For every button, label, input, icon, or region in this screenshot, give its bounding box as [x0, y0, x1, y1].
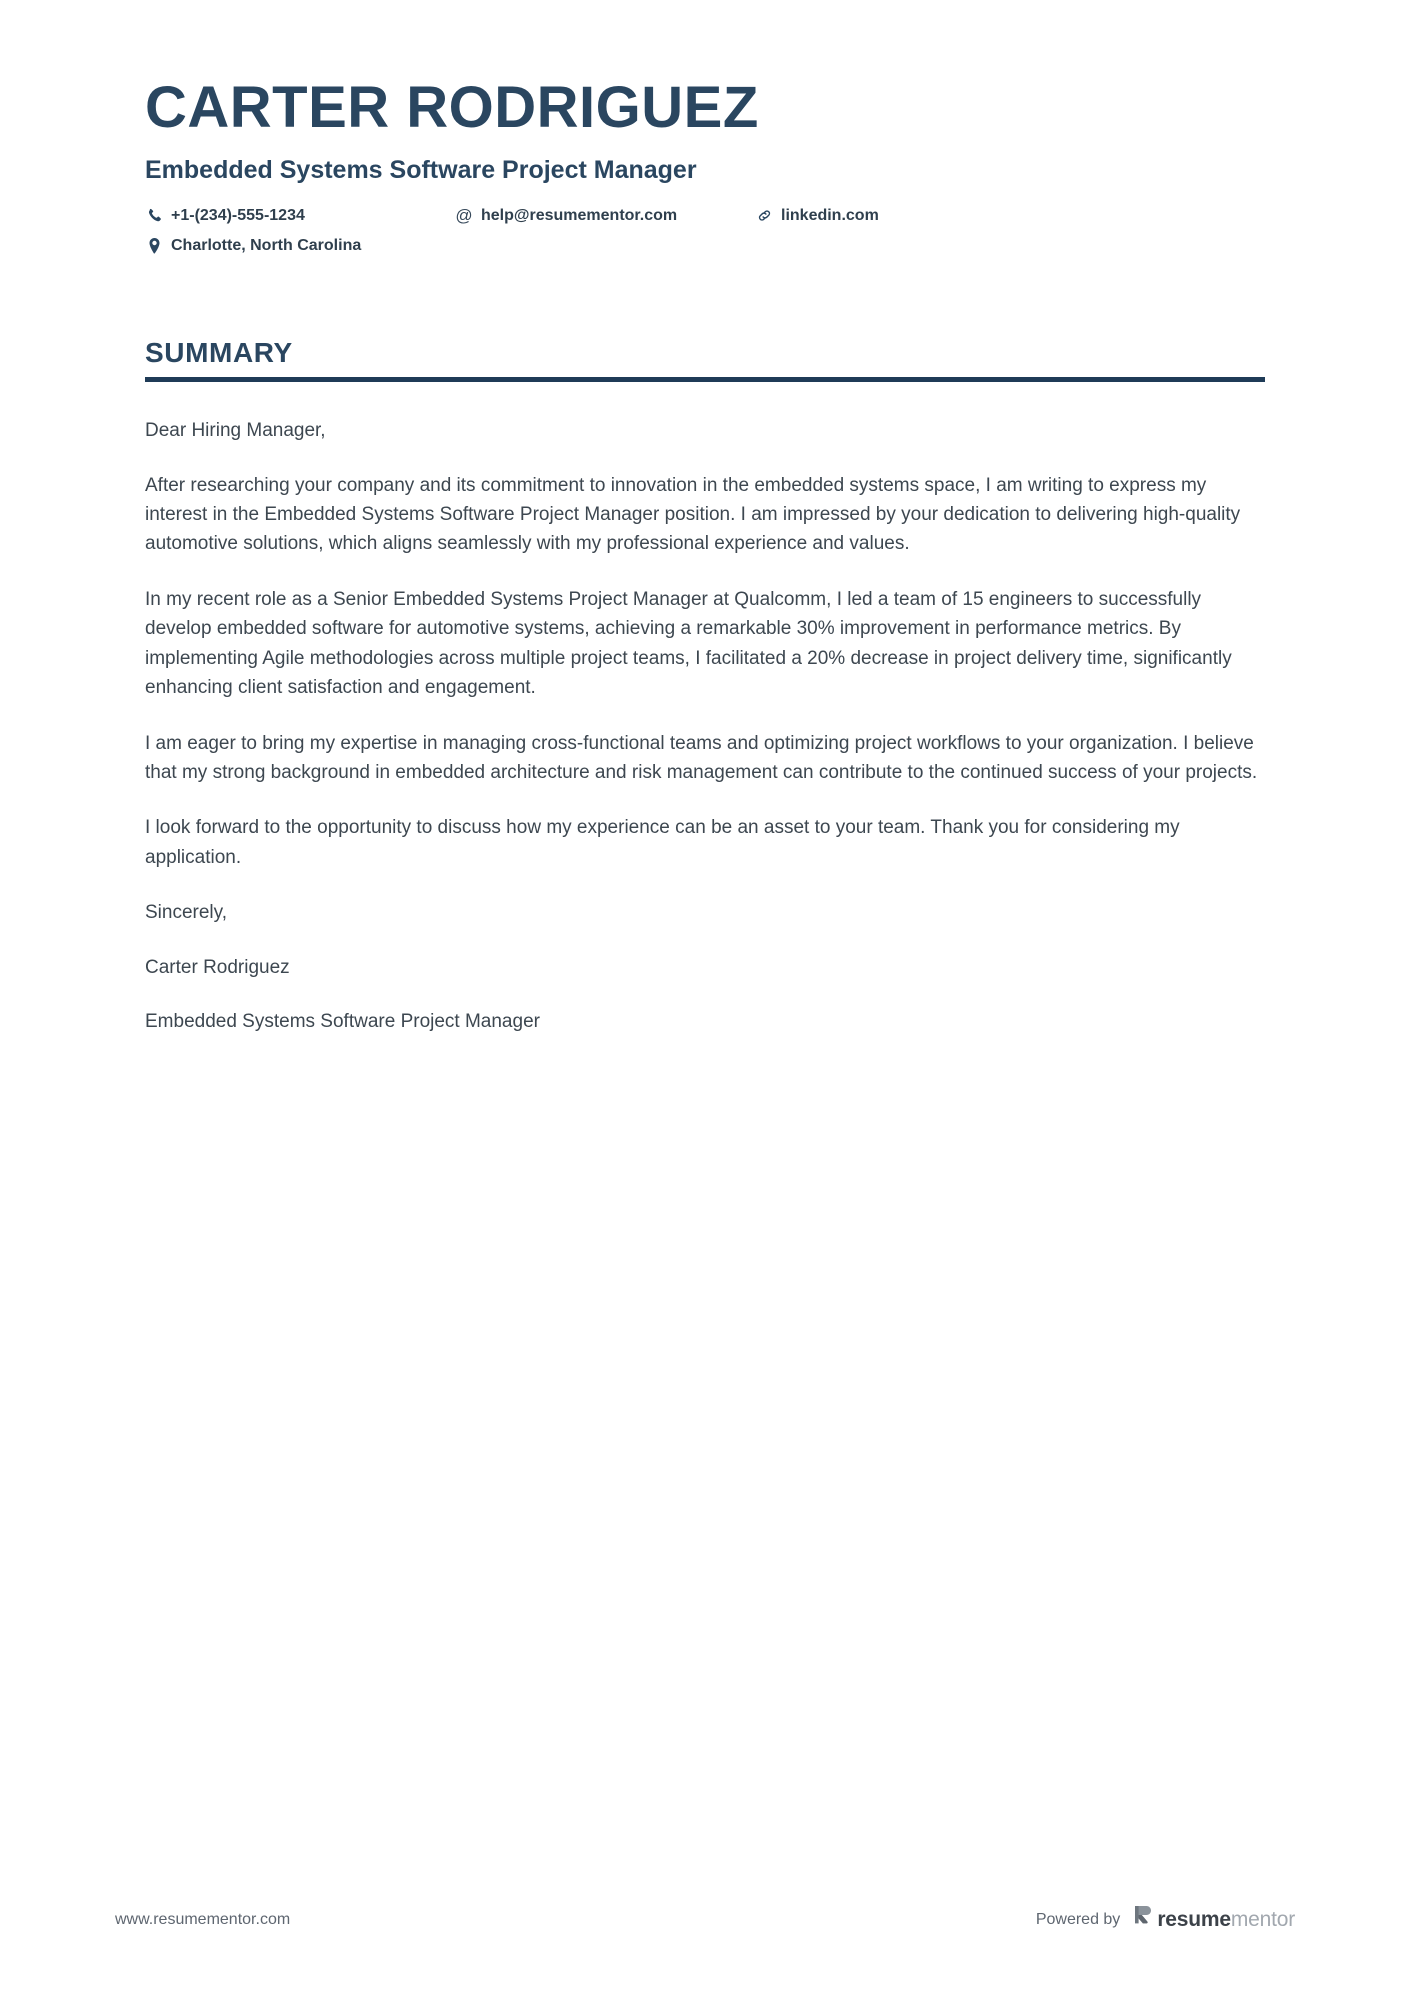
contact-row-secondary [145, 237, 1265, 255]
resumementor-wordmark [1157, 1909, 1295, 1930]
summary-section [145, 337, 1265, 1037]
letter-paragraph: In my recent role as a Senior Embedded Systems Project Manager at Qualcomm, I led a team of 15 engineers to successfully develop embedded software for automotive systems, achieving a remarkable 30% improvement in performance metrics. By implementing Agile methodologies across multiple project teams, I facilitated a 20% decrease in project delivery time, significantly enhancing client satisfaction and engagement. [145, 588, 1232, 699]
contact-phone-label: +1-(234)-555-1234 [171, 206, 305, 224]
phone-icon [145, 208, 163, 223]
letter-closing: Sincerely, [145, 902, 228, 924]
contact-location-label: Charlotte, North Carolina [171, 236, 362, 254]
logo-text-bold: resume [1157, 1908, 1231, 1931]
contact-location [145, 237, 455, 255]
cover-letter-body [145, 416, 1265, 1037]
location-pin-icon [145, 238, 163, 254]
letter-signature-name: Carter Rodriguez [145, 956, 290, 978]
section-heading-summary: SUMMARY [145, 336, 293, 368]
resume-header [145, 0, 1265, 255]
resumementor-mark-icon [1134, 1906, 1151, 1933]
page-footer [115, 1906, 1295, 1933]
email-at-icon: @ [455, 206, 473, 226]
contact-email[interactable] [455, 207, 755, 225]
powered-by-block [1036, 1906, 1295, 1933]
page-title: CARTER RODRIGUEZ [145, 75, 759, 140]
letter-paragraph: After researching your company and its commitment to innovation in the embedded systems space, I am writing to express my interest in the Embedded Systems Software Project Manager position. I am impressed by your dedication to delivering high-quality automotive solutions, which aligns seamlessly with my professional experience and values. [145, 474, 1241, 555]
section-divider [145, 377, 1265, 382]
footer-website-url[interactable]: www.resumementor.com [115, 1910, 291, 1928]
contact-details [145, 207, 1265, 255]
link-icon [755, 208, 773, 223]
powered-by-label: Powered by [1035, 1910, 1121, 1928]
contact-linkedin-label: linkedin.com [781, 206, 879, 224]
contact-linkedin[interactable] [755, 207, 879, 225]
resumementor-logo[interactable] [1134, 1906, 1295, 1933]
letter-signature-title: Embedded Systems Software Project Manager [145, 1011, 540, 1033]
contact-phone[interactable] [145, 207, 455, 225]
letter-salutation: Dear Hiring Manager, [145, 420, 326, 442]
letter-paragraph: I am eager to bring my expertise in managing cross-functional teams and optimizing project workflows to your organization. I believe that my strong background in embedded architecture and risk management can contribute to the continued success of your projects. [145, 732, 1258, 784]
contact-email-label: help@resumementor.com [481, 206, 678, 224]
letter-paragraph: I look forward to the opportunity to discuss how my experience can be an asset to your team. Thank you for considering my application. [145, 817, 1180, 868]
contact-row-primary [145, 207, 1265, 225]
logo-text-light: mentor [1230, 1908, 1295, 1931]
header-job-title: Embedded Systems Software Project Manager [145, 155, 697, 184]
